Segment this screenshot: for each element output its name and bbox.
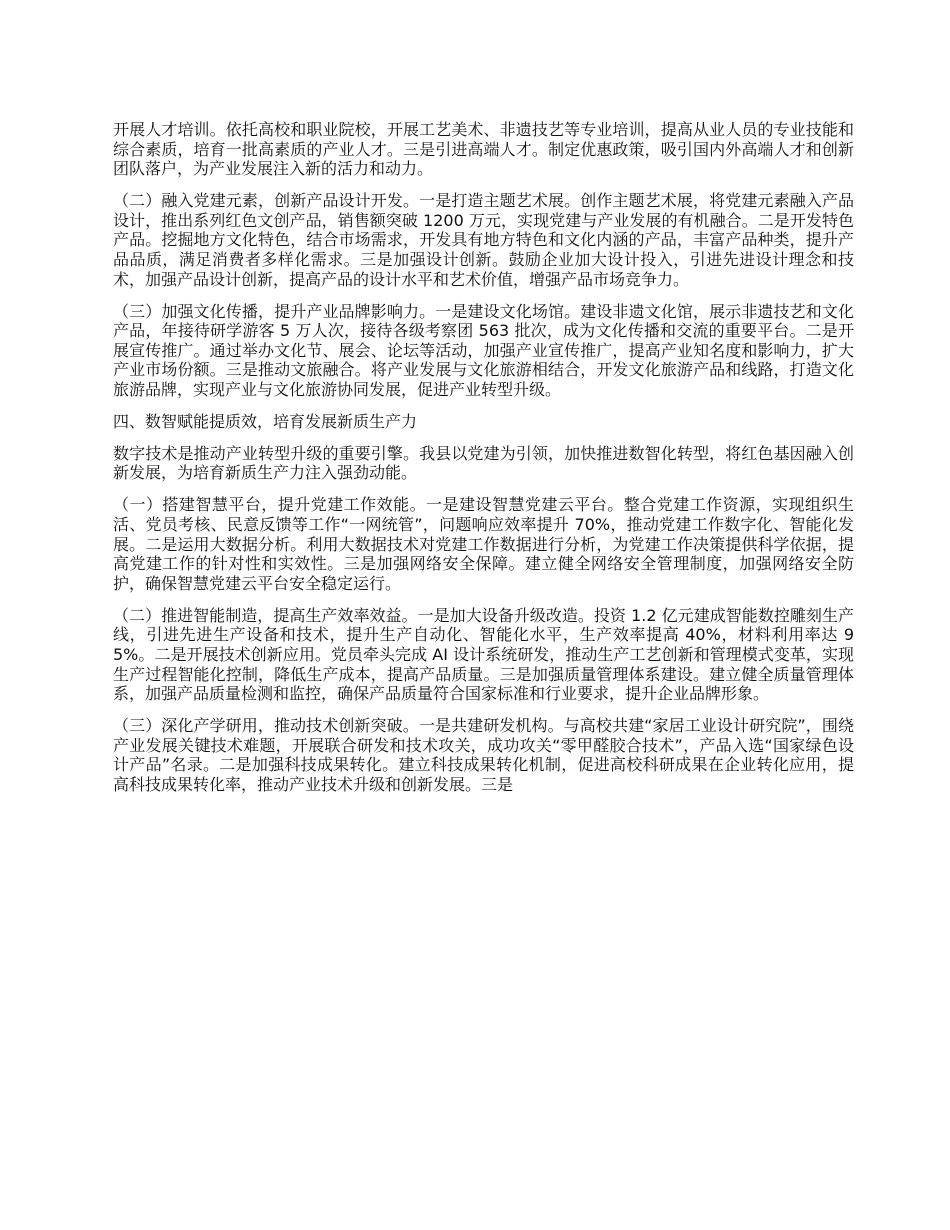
paragraph-culture-promotion: （三）加强文化传播，提升产业品牌影响力。一是建设文化场馆。建设非遗文化馆，展示非遗技艺和文化产品，年接待研学游客 5 万人次，接待各级考察团 563 批次，成为文化传播和交流的重要平台。二是开展宣传推广。通过举办文化节、展会、论坛等活动，加强产业宣传推广，提高产业知名度和影响力，扩大产业市场份额。三是推动文旅融合。将产业发展与文化旅游相结合，开发文化旅游产品和线路，打造文化旅游品牌，实现产业与文化旅游协同发展，促进产业转型升级。 <box>113 301 854 399</box>
document-body <box>113 120 854 795</box>
paragraph-smart-platform: （一）搭建智慧平台，提升党建工作效能。一是建设智慧党建云平台。整合党建工作资源，实现组织生活、党员考核、民意反馈等工作“一网统管”，问题响应效率提升 70%，推动党建工作数字化、智能化发展。二是运用大数据分析。利用大数据技术对党建工作数据进行分析，为党建工作决策提供科学依据，提高党建工作的针对性和实效性。三是加强网络安全保障。建立健全网络安全管理制度，加强网络安全防护，确保智慧党建云平台安全稳定运行。 <box>113 495 854 593</box>
paragraph-industry-research: （三）深化产学研用，推动技术创新突破。一是共建研发机构。与高校共建“家居工业设计研究院”，围绕产业发展关键技术难题，开展联合研发和技术攻关，成功攻关“零甲醛胶合技术”，产品入选“国家绿色设计产品”名录。二是加强科技成果转化。建立科技成果转化机制，促进高校科研成果在企业转化应用，提高科技成果转化率，推动产业技术升级和创新发展。三是 <box>113 716 854 794</box>
paragraph-talent-training: 开展人才培训。依托高校和职业院校，开展工艺美术、非遗技艺等专业培训，提高从业人员的专业技能和综合素质，培育一批高素质的产业人才。三是引进高端人才。制定优惠政策，吸引国内外高端人才和创新团队落户，为产业发展注入新的活力和动力。 <box>113 120 854 179</box>
paragraph-product-design: （二）融入党建元素，创新产品设计开发。一是打造主题艺术展。创作主题艺术展，将党建元素融入产品设计，推出系列红色文创产品，销售额突破 1200 万元，实现党建与产业发展的有机融合。二是开发特色产品。挖掘地方文化特色，结合市场需求，开发具有地方特色和文化内涵的产品，丰富产品种类，提升产品品质，满足消费者多样化需求。三是加强设计创新。鼓励企业加大设计投入，引进先进设计理念和技术，加强产品设计创新，提高产品的设计水平和艺术价值，增强产品市场竞争力。 <box>113 191 854 289</box>
paragraph-digital-intro: 数字技术是推动产业转型升级的重要引擎。我县以党建为引领，加快推进数智化转型，将红色基因融入创新发展，为培育新质生产力注入强劲动能。 <box>113 443 854 483</box>
paragraph-smart-manufacturing: （二）推进智能制造，提高生产效率效益。一是加大设备升级改造。投资 1.2 亿元建成智能数控雕刻生产线，引进先进生产设备和技术，提升生产自动化、智能化水平，生产效率提高 40%，材料利用率达 95%。二是开展技术创新应用。党员牵头完成 AI 设计系统研发，推动生产工艺创新和管理模式变革，实现生产过程智能化控制，降低生产成本，提高产品质量。三是加强质量管理体系建设。建立健全质量管理体系，加强产品质量检测和监控，确保产品质量符合国家标准和行业要求，提升企业品牌形象。 <box>113 605 854 704</box>
section-heading-digital: 四、数智赋能提质效，培育发展新质生产力 <box>113 411 418 431</box>
